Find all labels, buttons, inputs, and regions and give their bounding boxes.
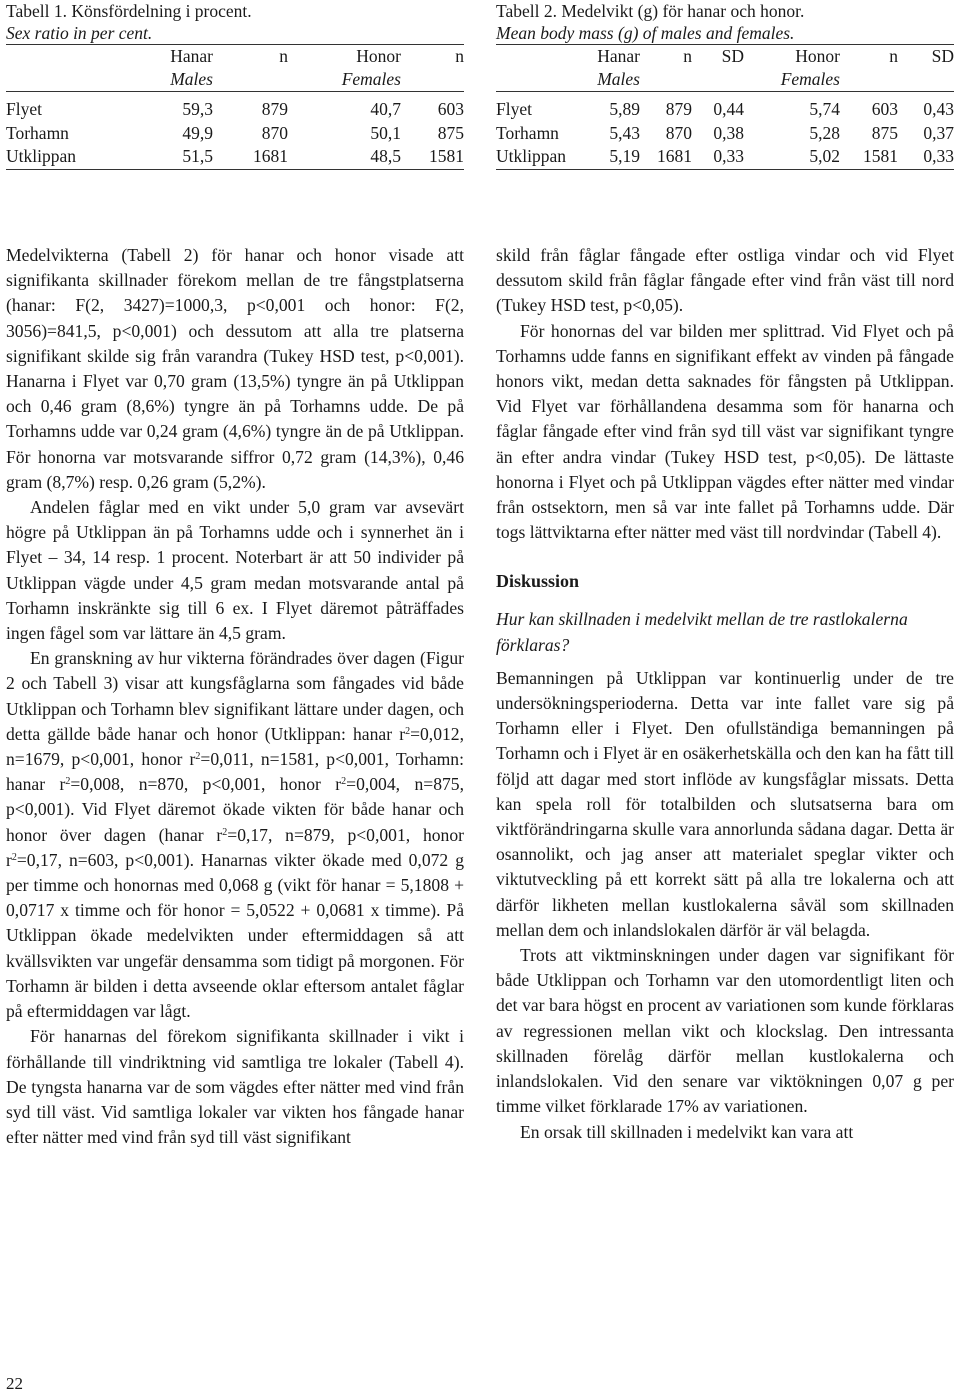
subheading: Hur kan skillnaden i medelvikt mellan de tre rastlokalerna förklaras? (496, 609, 908, 655)
table1-header-n: n (279, 46, 288, 66)
table-row: Utklippan 51,5 1681 48,5 1581 (6, 146, 464, 166)
paragraph: En granskning av hur vikterna förändrades över dagen (Figur 2 och Tabell 3) visar att kungsfåglarna som fångades vid både Utklippan och Torhamn blev signifikant lättare under dagen, och detta gällde både hanar och honor (Utklippan: hanar $r^2=0,012$, n=1679, p<0,001, honor $r^2=0,011$, n=1581, p<0,001, Torhamn: hanar $r^2=0,008$, n=870, p<0,001, honor $r^2=0,004$, n=875, p<0,001). Vid Flyet däremot ökade vikten för både hanar och honor över dagen (hanar $r^2=0,17$, n=879, p<0,001, honor $r^2=0,17$, n=603, p<0,001). Hanarnas vikter ökade med 0,072 g per timme och honornas med 0,068 g (vikt för hanar = 5,1808 + 0,0717 x timme och för honor = 5,0522 + 0,0681 x timme). På Utklippan ökade medelvikten under eftermiddagen så att kvällsvikten var ungefär densamma som tidigt på morgonen. För Torhamn är bilden i detta avseende oklar eftersom antalet fåglar på eftermiddagen var lågt. (6, 648, 464, 1022)
page-number: 22 (6, 1374, 23, 1393)
table1-header-males: Hanar (170, 46, 213, 66)
table2: Hanar n SD Honor n SD Males Females Flyet 5,89 879 0,44 5,74 603 0,43 Torhamn 5,43 870 0,38 5,28 875 0,37 Utklippan 5,19 1681 0,33 5,02 1581 0,33 (496, 44, 954, 170)
table1: Hanar n Honor n Males Females Flyet 59,3 879 40,7 603 Torhamn 49,9 870 50,1 875 Utklippan 51,5 1681 48,5 1581 (6, 44, 464, 170)
table2-block (496, 0, 954, 170)
paragraph: För hanarnas del förekom signifikanta skillnader i vikt i förhållande till vindriktning vid samtliga tre lokaler (Tabell 4). De tyngsta hanarna var de som vägdes efter nätter med vind från syd till väst. Vid samtliga lokaler var vikten hos fångade hanar efter nätter med vind från syd till väst signifikant (6, 1026, 464, 1148)
paragraph: skild från fåglar fångade efter ostliga vindar och vid Flyet dessutom skild från fåglar fångade efter vind från väst till nord (Tukey HSD test, p<0,05). (496, 245, 954, 316)
table2-header-males: Hanar (597, 46, 640, 66)
paragraph: Medelvikterna (Tabell 2) för hanar och honor visade att signifikanta skillnader förekom mellan de tre fångstplatserna (hanar: F(2, 3427)=1000,3, p<0,001 och honor: F(2, 3056)=841,5, p<0,001) och dessutom att alla tre platserna signifikant skilde sig från varandra (Tukey HSD test, p<0,001). Hanarna i Flyet var 0,70 gram (13,5%) tyngre än på Utklippan och 0,46 gram (8,6%) tyngre än på Torhamns udde. De på Torhamns udde var 0,24 gram (4,6%) tyngre än de på Utklippan. För honorna var motsvarande siffror 0,72 gram (14,3%), 0,46 gram (8,7%) resp. 0,26 gram (5,2%). (6, 245, 464, 492)
section-heading: Diskussion (496, 571, 580, 592)
left-column (6, 243, 464, 1150)
paragraph: Bemanningen på Utklippan var kontinuerlig under de tre undersökningsperioderna. Detta var inte fallet vare sig på Torhamn eller i Flyet. Den ofullständiga bemanningen på Torhamn och i Flyet är en osäkerhetskälla och den kan ha fått till följd att dagar med stort inflöde av kungsfåglar missats. Detta kan spela roll för totalbilden och slutsatserna bara om viktförändringarna skulle vara annorlunda sådana dagar. Detta är osannolikt, och jag anser att materialet speglar vikter och viktutveckling på ett korrekt sätt på alla tre lokalerna och att därför likheten mellan kustlokalerna såväl som skillnaden mellan dem och inlandslokalen därför är väl belagda. (496, 667, 954, 940)
table-row: Torhamn 49,9 870 50,1 875 (6, 122, 464, 143)
table1-caption: Tabell 1. Könsfördelning i procent. Sex ratio in per cent. (6, 1, 252, 43)
table1-header-n: n (455, 46, 464, 66)
right-column (496, 243, 954, 1145)
table-row: Utklippan 5,19 1681 0,33 5,02 1581 0,33 (496, 146, 954, 166)
table2-header-females: Honor (795, 46, 840, 66)
table-row: Flyet 5,89 879 0,44 5,74 603 0,43 (496, 99, 954, 119)
table-row: Torhamn 5,43 870 0,38 5,28 875 0,37 (496, 122, 954, 143)
paragraph: För honornas del var bilden mer splittrad. Vid Flyet och på Torhamns udde fanns en signifikant effekt av vinden på fångade honors vikt, medan detta saknades för fångsten på Utklippan. Vid Flyet var förhållandena desamma som för hanarna och fåglar fångade efter vind från syd till väst var signifikant tyngre än efter andra vindar (Tukey HSD test, p<0,05). De lättaste honorna i Flyet och på Utklippan vägdes efter nätter med vindar från ostsektorn, men så var inte fallet på Torhamns udde. Där togs lättviktarna efter nätter med väst till nordvindar (Tabell 4). (496, 320, 954, 543)
table1-block (6, 0, 464, 170)
table-row: Flyet 59,3 879 40,7 603 (6, 99, 464, 119)
table1-header-females: Honor (356, 46, 401, 66)
table2-caption: Tabell 2. Medelvikt (g) för hanar och honor. Mean body mass (g) of males and females. (496, 1, 805, 43)
paragraph: Andelen fåglar med en vikt under 5,0 gram var avsevärt högre på Utklippan än på Torhamns udde och i synnerhet än i Flyet – 34, 14 resp. 1 procent. Noterbart är att 50 individer på Utklippan vägde under 4,5 gram medan motsvarande antal på Torhamn inskränkte sig till 6 ex. I Flyet däremot påträffades ingen fågel som var lättare än 4,5 gram. (6, 497, 464, 644)
paragraph: En orsak till skillnaden i medelvikt kan vara att (520, 1121, 854, 1142)
paragraph: Trots att viktminskningen under dagen var signifikant för både Utklippan och Torhamn var den utomordentligt liten och det var bara högst en procent av variationen som kunde förklaras av regressionen mellan vikt och klockslag. Den intressanta skillnaden förelåg därför mellan kustlokalerna och inlandslokalen. Vid den senare var viktökningen 0,07 g per timme vilket förklarade 17% av variationen. (496, 945, 954, 1117)
